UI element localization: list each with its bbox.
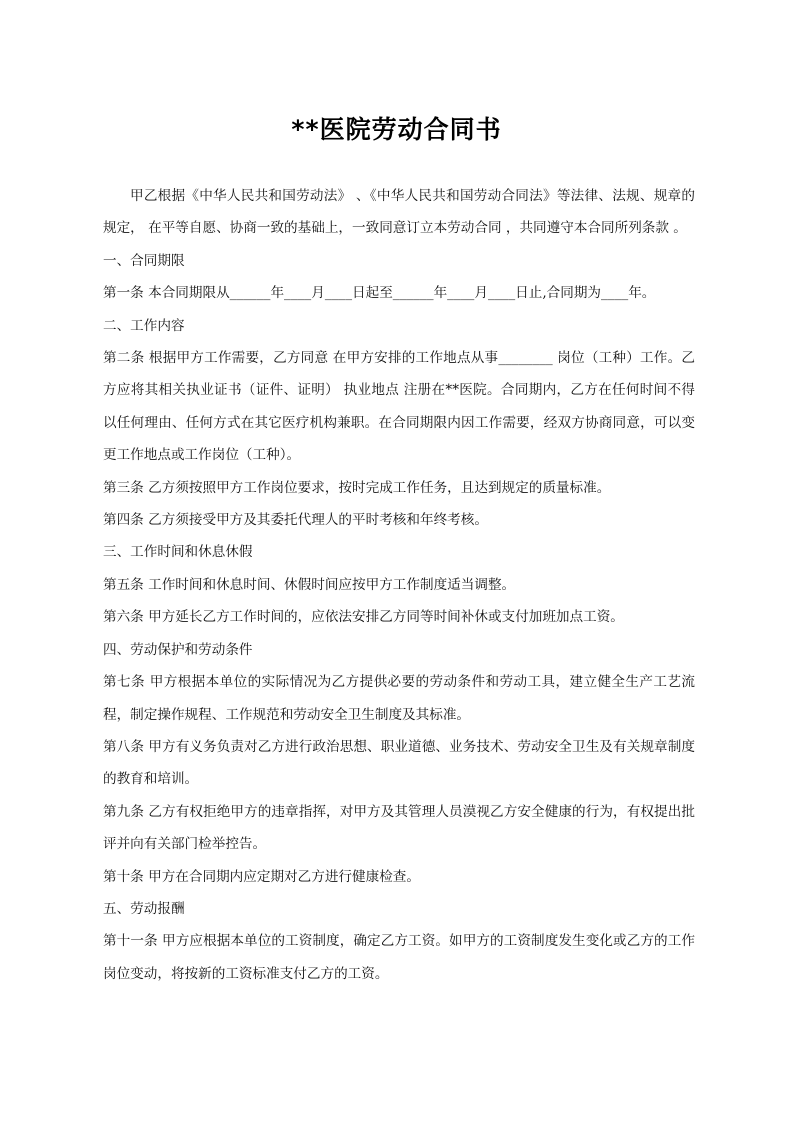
section-heading-remuneration: 五、劳动报酬	[103, 900, 185, 917]
document-body	[103, 180, 695, 990]
article-11: 第十一条 甲方应根据本单位的工资制度，确定乙方工资。如甲方的工资制度发生变化或乙方的工作岗位变动，将按新的工资标准支付乙方的工资。	[103, 933, 695, 982]
intro-paragraph: 甲乙根据《中华人民共和国劳动法》 、《中华人民共和国劳动合同法》等法律、法规、规章的规定， 在平等自愿、协商一致的基础上，一致同意订立本劳动合同 ，共同遵守本合同所列条款 。	[103, 188, 695, 237]
article-5: 第五条 工作时间和休息时间、休假时间应按甲方工作制度适当调整。	[103, 576, 516, 593]
article-9: 第九条 乙方有权拒绝甲方的违章指挥，对甲方及其管理人员漠视乙方安全健康的行为，有权提出批评并向有关部门检举控告。	[103, 803, 695, 853]
article-4: 第四条 乙方须接受甲方及其委托代理人的平时考核和年终考核。	[103, 512, 488, 529]
section-heading-work-content: 二、工作内容	[103, 317, 185, 334]
article-8: 第八条 甲方有义务负责对乙方进行政治思想、职业道德、业务技术、劳动安全卫生及有关规章制度的教育和培训。	[103, 738, 695, 788]
section-heading-term: 一、合同期限	[103, 252, 185, 269]
article-7: 第七条 甲方根据本单位的实际情况为乙方提供必要的劳动条件和劳动工具，建立健全生产工艺流程，制定操作规程、工作规范和劳动安全卫生制度及其标准。	[103, 674, 695, 723]
document-title: **医院劳动合同书	[291, 115, 502, 144]
article-3: 第三条 乙方须按照甲方工作岗位要求，按时完成工作任务，且达到规定的质量标准。	[103, 479, 611, 496]
section-heading-working-hours: 三、工作时间和休息休假	[103, 544, 253, 561]
article-2: 第二条 根据甲方工作需要，乙方同意 在甲方安排的工作地点从事________ 岗位（工种）工作。乙方应将其相关执业证书（证件、证明） 执业地点 注册在**医院。合同期内，乙方在任何时间不得以任何理由、任何方式在其它医疗机构兼职。在合同期限内因工作需要，经双方协商同意，可以变更工作地点或工作岗位（工种）。	[103, 350, 695, 464]
article-1: 第一条 本合同期限从______年____月____日起至______年____月____日止,合同期为____年。	[103, 285, 656, 302]
article-10: 第十条 甲方在合同期内应定期对乙方进行健康检查。	[103, 868, 420, 885]
section-heading-labor-protection: 四、劳动保护和劳动条件	[103, 641, 253, 658]
article-6: 第六条 甲方延长乙方工作时间的，应依法安排乙方同等时间补休或支付加班加点工资。	[103, 609, 624, 626]
